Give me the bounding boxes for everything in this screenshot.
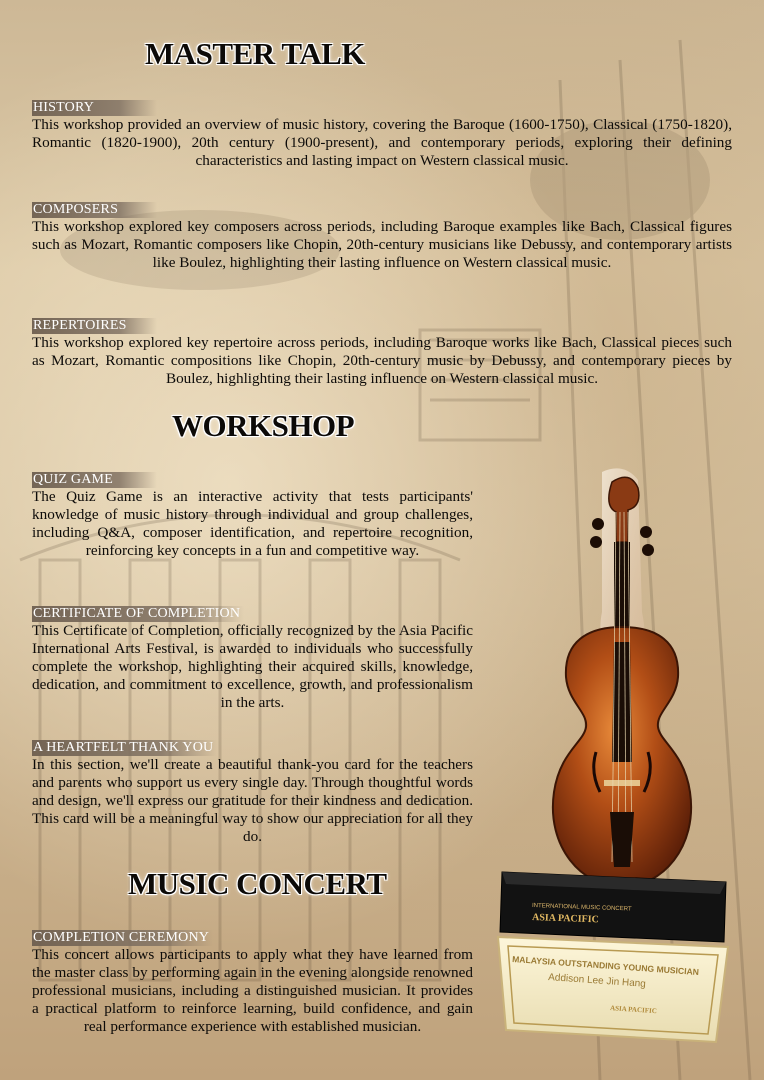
workshop-title: WORKSHOP: [172, 408, 355, 443]
section-text: This concert allows participants to apply what they have learned from the master class by performing again in the evening alongside renowned professional musicians, including a distinguished musician. It provides a practical platform to reinforce learning, build confidence, and gain real performance experience with established musician.: [32, 946, 473, 1035]
section-heading: REPERTOIRES: [32, 318, 157, 334]
trophy-crystal-plaque: [498, 937, 728, 1042]
section-text: The Quiz Game is an interactive activity that tests participants' knowledge of music history through individual and group challenges, including Q&A, composer identification, and repertoire recognition, reinforcing key concepts in a fun and competitive way.: [32, 488, 473, 559]
master-talk-title: MASTER TALK: [145, 36, 365, 71]
section-heading: HISTORY: [32, 100, 157, 116]
section-text: This Certificate of Completion, officially recognized by the Asia Pacific International Arts Festival, is awarded to individuals who successfully complete the workshop, highlighting their acquired skills, knowledge, dedication, and commitment to excellence, growth, and professionalism in the arts.: [32, 622, 473, 711]
section-text: This workshop explored key repertoire across periods, including Baroque works like Bach, Classical pieces such as Mozart, Romantic compositions like Chopin, 20th-century music by Debussy, and contemporary pieces by Boulez, highlighting their lasting influence on Western classical music.: [32, 334, 732, 387]
section-text: This workshop explored key composers across periods, including Baroque examples like Bach, Classical figures such as Mozart, Romantic composers like Chopin, 20th-century musicians like Debussy, and contemporary artists like Boulez, highlighting their lasting influence on Western classical music.: [32, 218, 732, 271]
section-completion-ceremony: [32, 928, 473, 1036]
section-heading: QUIZ GAME: [32, 472, 157, 488]
section-composers: [32, 200, 732, 272]
section-certificate: [32, 604, 473, 712]
section-text: This workshop provided an overview of music history, covering the Baroque (1600-1750), Classical (1750-1820), Romantic (1820-1900), 20th century (1900-present), and contemporary periods, exploring their defining characteristics and lasting impact on Western classical music.: [32, 116, 732, 169]
plaque-brand: ASIA PACIFIC: [609, 1004, 658, 1016]
section-quiz-game: [32, 470, 473, 560]
section-heading: COMPLETION CEREMONY: [32, 930, 213, 946]
plaque-name: Addison Lee Jin Hang: [547, 972, 647, 990]
section-repertoires: [32, 316, 732, 388]
section-heading: A HEARTFELT THANK YOU: [32, 740, 217, 756]
violin-trophy-image: [492, 462, 754, 1062]
plaque-title: MALAYSIA OUTSTANDING YOUNG MUSICIAN: [511, 954, 700, 978]
base-brand: ASIA PACIFIC: [531, 912, 600, 926]
section-text: In this section, we'll create a beautiful thank-you card for the teachers and parents who support us every single day. Through thoughtful words and design, we'll express our gratitude for their kindness and dedication. This card will be a meaningful way to show our appreciation for all they do.: [32, 756, 473, 845]
section-heading: CERTIFICATE OF COMPLETION: [32, 606, 244, 622]
section-heading: COMPOSERS: [32, 202, 157, 218]
section-thank-you: [32, 738, 473, 846]
music-concert-title: MUSIC CONCERT: [128, 866, 387, 901]
section-history: [32, 98, 732, 170]
base-subtitle: INTERNATIONAL MUSIC CONCERT: [531, 903, 632, 913]
